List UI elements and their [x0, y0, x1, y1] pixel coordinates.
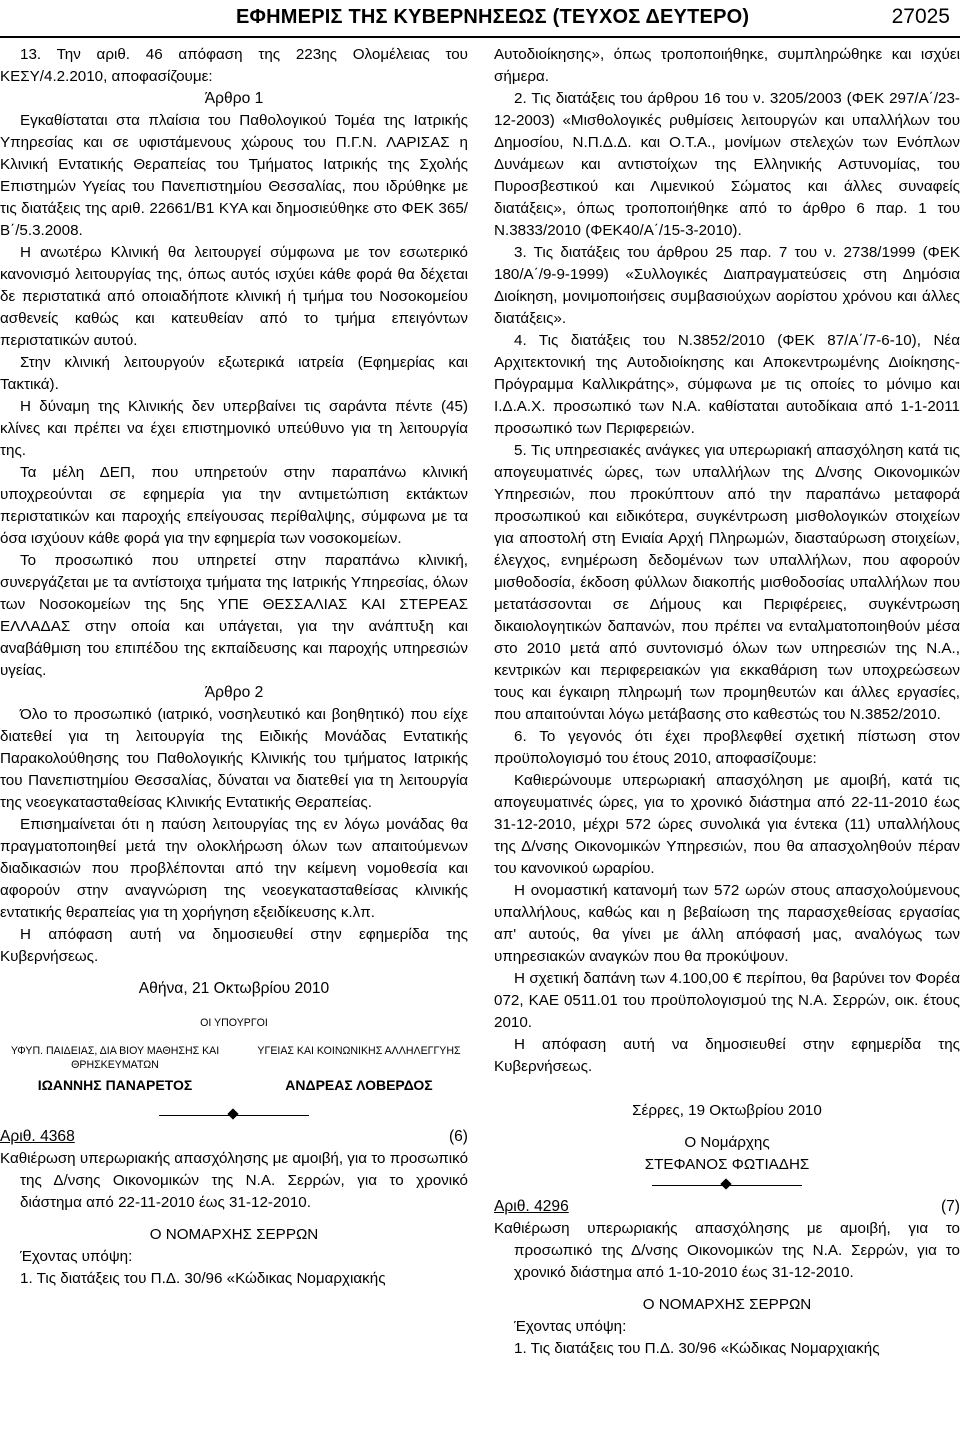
minister-title: ΥΓΕΙΑΣ ΚΑΙ ΚΟΙΝΩΝΙΚΗΣ ΑΛΛΗΛΕΓΓΥΗΣ: [257, 1045, 461, 1057]
left-column: [0, 44, 468, 1290]
article-heading: Άρθρο 1: [204, 90, 264, 107]
sign-role: Ο Νομάρχης: [684, 1134, 770, 1151]
signature-block: [0, 968, 468, 1096]
header-rule: [0, 36, 960, 38]
paragraph: Η σχετική δαπάνη των 4.100,00 € περίπου, θα βαρύνει τον Φορέα 072, ΚΑΕ 0511.01 του προϋπολογισμού της Ν.Α. Σερρών, οικ. έτους 2010.: [494, 970, 960, 1031]
decision-title-block: [0, 1148, 468, 1214]
paragraph: Εγκαθίσταται στα πλαίσια του Παθολογικού Τομέα της Ιατρικής Υπηρεσίας και σε υφιστάμενους χώρους του Π.Γ.Ν. ΛΑΡΙΣΑΣ η Κλινική Εντατικής Θεραπείας του Τμήματος Ιατρικής της Σχολής Επιστημών Υγείας του Πανεπιστημίου Θεσσαλίας, που ιδρύθηκε με τις διατάξεις της αριθ. 22661/Β1 ΚΥΑ και δημοσιεύθηκε στο ΦΕΚ 365/Β΄/5.3.2008.: [0, 112, 468, 239]
decision-number: Αριθ. 4368: [0, 1128, 75, 1145]
paragraph: Η απόφαση αυτή να δημοσιευθεί στην εφημερίδα της Κυβερνήσεως.: [0, 926, 468, 965]
right-column: [494, 44, 960, 1360]
considering-label: Έχοντας υπόψη:: [514, 1318, 627, 1335]
paragraph: 3. Τις διατάξεις του άρθρου 25 παρ. 7 του ν. 2738/1999 (ΦΕΚ 180/Α΄/9-9-1999) «Συλλογικές Διαπραγματεύσεις στη Δημόσια Διοίκηση, μονιμοποιήσεις συμβασιούχων αορίστου χρόνου και άλλες διατάξεις».: [494, 244, 960, 327]
decision-number: Αριθ. 4296: [494, 1198, 569, 1215]
gazette-title: ΕΦΗΜΕΡΙΣ ΤΗΣ ΚΥΒΕΡΝΗΣΕΩΣ (ΤΕΥΧΟΣ ΔΕΥΤΕΡΟ): [236, 6, 750, 28]
minister-title: ΥΦΥΠ. ΠΑΙΔΕΙΑΣ, ΔΙΑ ΒΙΟΥ ΜΑΘΗΣΗΣ ΚΑΙ ΘΡΗΣΚΕΥΜΑΤΩΝ: [10, 1045, 220, 1071]
paragraph: Η δύναμη της Κλινικής δεν υπερβαίνει τις σαράντα πέντε (45) κλίνες και πρέπει να έχει επιστημονικό υπεύθυνο για τη λειτουργία της.: [0, 398, 468, 459]
sign-date: Αθήνα, 21 Οκτωβρίου 2010: [138, 980, 330, 997]
paragraph: Η απόφαση αυτή να δημοσιευθεί στην εφημερίδα της Κυβερνήσεως.: [494, 1036, 960, 1075]
paragraph: Η ανωτέρω Κλινική θα λειτουργεί σύμφωνα με τον εσωτερικό κανονισμό λειτουργίας της, όπως αυτός ισχύει κάθε φορά θα δέχεται δε περιστατικά από οποιαδήποτε κλινική ή τμήμα του Νοσοκομείου ασθενείς καθώς και κατευθείαν από το τμήμα επειγόντων περιστατικών αυτού.: [0, 244, 468, 349]
decision-authority: Ο ΝΟΜΑΡΧΗΣ ΣΕΡΡΩΝ: [642, 1296, 812, 1313]
paragraph: Καθιερώνουμε υπερωριακή απασχόληση με αμοιβή, κατά τις απογευματινές ώρες, για το χρονικό διάστημα από 22-11-2010 έως 31-12-2010, μέχρι 572 ώρες συνολικά για έντεκα (11) υπαλλήλους της Δ/νσης Οικονομικών Υπηρεσιών, που θα απασχοληθούν πέραν του κανονικού ωραρίου.: [494, 772, 960, 877]
article-heading: Άρθρο 2: [204, 684, 264, 701]
decision-seq: (7): [940, 1198, 960, 1215]
paragraph: 2. Τις διατάξεις του άρθρου 16 του ν. 3205/2003 (ΦΕΚ 297/Α΄/23-12-2003) «Μισθολογικές ρυθμίσεις λειτουργών και υπαλλήλων του Δημοσίου, Ν.Π.Δ.Δ. και Ο.Τ.Α., μονίμων στελεχών των Ενόπλων Δυνάμεων και αντιστοίχων της Ελληνικής Αστυνομίας, του Πυροσβεστικού και Λιμενικού Σώματος και άλλες συναφείς διατάξεις», όπως τροποποιήθηκε από το άρθρο 6 παρ. 1 του Ν.3833/2010 (ΦΕΚ40/Α΄/15-3-2010).: [494, 90, 960, 239]
decision-title-block: [494, 1218, 960, 1284]
considering-label: Έχοντας υπόψη:: [20, 1248, 133, 1265]
paragraph: 1. Τις διατάξεις του Π.Δ. 30/96 «Κώδικας Νομαρχιακής: [20, 1270, 386, 1287]
diamond-icon: [720, 1178, 731, 1189]
paragraph: Στην κλινική λειτουργούν εξωτερικά ιατρεία (Εφημερίας και Τακτικά).: [0, 354, 468, 393]
paragraph: 6. Το γεγονός ότι έχει προβλεφθεί σχετική πίστωση στον προϋπολογισμό του έτους 2010, αποφασίζουμε:: [494, 728, 960, 767]
page-number: 27025: [891, 5, 950, 28]
section-divider: [494, 1176, 960, 1196]
paragraph: 13. Την αριθ. 46 απόφαση της 223ης Ολομέλειας του ΚΕΣΥ/4.2.2010, αποφασίζουμε:: [0, 46, 468, 85]
decision-header: [494, 1196, 960, 1218]
minister-name: ΙΩΑΝΝΗΣ ΠΑΝΑΡΕΤΟΣ: [37, 1077, 193, 1093]
paragraph: Η ονομαστική κατανομή των 572 ωρών στους απασχολούμενους υπαλλήλους, καθώς και η βεβαίωση της παρασχεθείσας εργασίας απ' αυτούς, θα γίνει με άλλη απόφασή μας, αναλόγως των υπηρεσιακών αναγκών που θα προκύψουν.: [494, 882, 960, 965]
ministers-label: ΟΙ ΥΠΟΥΡΓΟΙ: [200, 1017, 268, 1029]
minister-name: ΑΝΔΡΕΑΣ ΛΟΒΕΡΔΟΣ: [285, 1077, 433, 1093]
paragraph: 1. Τις διατάξεις του Π.Δ. 30/96 «Κώδικας Νομαρχιακής: [514, 1340, 880, 1357]
decision-authority: Ο ΝΟΜΑΡΧΗΣ ΣΕΡΡΩΝ: [149, 1226, 319, 1243]
paragraph: Επισημαίνεται ότι η παύση λειτουργίας της εν λόγω μονάδας θα πραγματοποιηθεί μετά την ολοκλήρωση όλων των απαιτούμενων διαδικασιών που προβλέπονται από την κείμενη νομοθεσία και αφορούν στην αναγνώριση της νεοεγκατασταθείσας κλινικής εντατικής θεραπείας για τη χορήγηση εξειδίκευσης κ.λπ.: [0, 816, 468, 921]
sign-name: ΣΤΕΦΑΝΟΣ ΦΩΤΙΑΔΗΣ: [644, 1156, 810, 1173]
paragraph: Αυτοδιοίκησης», όπως τροποποιήθηκε, συμπληρώθηκε και ισχύει σήμερα.: [494, 46, 960, 85]
diamond-icon: [227, 1108, 238, 1119]
decision-title: Καθιέρωση υπερωριακής απασχόλησης με αμοιβή, για το προσωπικό της Δ/νσης Οικονομικών της Ν.Α. Σερρών, για το χρονικό διάστημα από 22-11-2010 έως 31-12-2010.: [0, 1150, 469, 1211]
paragraph: 5. Τις υπηρεσιακές ανάγκες για υπερωριακή απασχόληση κατά τις απογευματινές ώρες, των υπαλλήλων της Δ/νσης Οικονομικών Υπηρεσιών, που προκύπτουν από την παραπάνω μεταφορά προσωπικού και ειδικότερα, συγκέντρωση μισθολογικών στοιχείων για αποστολή στη Ενιαία Αρχή Πληρωμών, διασταύρωση στοιχείων, έλεγχος, ενημέρωση δεδομένων των υπαλλήλων, που αφορούν μισθοδοσία, έκδοση φύλλων διακοπής μισθοδοσίας υπαλλήλων που μετατάσσονται σε Δήμους και Περιφέρειες, συγκέντρωση δικαιολογητικών δαπανών, που πρέπει να ενταλματοποιηθούν μέσα στο 2010 μετά από συντονισμό όλων των υπηρεσιών της Ν.Α., κεντρικών και περιφερειακών για εκκαθάριση των υποχρεώσεων τους και έγκαιρη πληρωμή των προμηθευτών και άλλες εργασίες, που απαιτούνται λόγω μετάβασης στο καθεστώς του Ν.3852/2010.: [494, 442, 960, 723]
sign-date: Σέρρες, 19 Οκτωβρίου 2010: [632, 1102, 822, 1119]
decision-title: Καθιέρωση υπερωριακής απασχόλησης με αμοιβή, για το προσωπικό της Δ/νσης Οικονομικών της Ν.Α. Σερρών, για το χρονικό διάστημα από 1-10-2010 έως 31-12-2010.: [494, 1220, 960, 1281]
page-header: [0, 0, 960, 34]
paragraph: 4. Τις διατάξεις του Ν.3852/2010 (ΦΕΚ 87/Α΄/7-6-10), Νέα Αρχιτεκτονική της Αυτοδιοίκησης και Αποκεντρωμένης Διοίκησης-Πρόγραμμα Καλλικράτης», σύμφωνα με τις οποίες το μόνιμο και Ι.Δ.Α.Χ. προσωπικό των Ν.Α. καθίσταται αυτοδίκαια από 1-1-2011 προσωπικό των Περιφερειών.: [494, 332, 960, 437]
decision-seq: (6): [448, 1128, 468, 1145]
section-divider: [0, 1106, 468, 1126]
paragraph: Όλο το προσωπικό (ιατρικό, νοσηλευτικό και βοηθητικό) που είχε διατεθεί για τη λειτουργία της Ειδικής Μονάδας Εντατικής Παρακολούθησης του Παθολογικής Κλινικής του τμήματος Ιατρικής του Πανεπιστημίου Θεσσαλίας, δύναται να διατεθεί για τη λειτουργία της νεοεγκατασταθείσας Κλινικής Εντατικής Θεραπείας.: [0, 706, 468, 811]
paragraph: Τα μέλη ΔΕΠ, που υπηρετούν στην παραπάνω κλινική υποχρεούνται σε εφημερία για την αντιμετώπιση εκτάκτων περιστατικών και παροχής επείγουσας περίθαλψης, σύμφωνα με τα όσα ισχύουν κάθε φορά για την εφημερία των νοσοκομείων.: [0, 464, 468, 547]
paragraph: Το προσωπικό που υπηρετεί στην παραπάνω κλινική, συνεργάζεται με τα αντίστοιχα τμήματα της Ιατρικής Υπηρεσίας, όλων των Νοσοκομείων της 5ης ΥΠΕ ΘΕΣΣΑΛΙΑΣ ΚΑΙ ΣΤΕΡΕΑΣ ΕΛΛΑΔΑΣ στην οποία και υπάγεται, για την ανάπτυξη και αναβάθμιση του επιπέδου της εκπαίδευσης και παροχής υπηρεσιών υγείας.: [0, 552, 468, 679]
decision-header: [0, 1126, 468, 1148]
